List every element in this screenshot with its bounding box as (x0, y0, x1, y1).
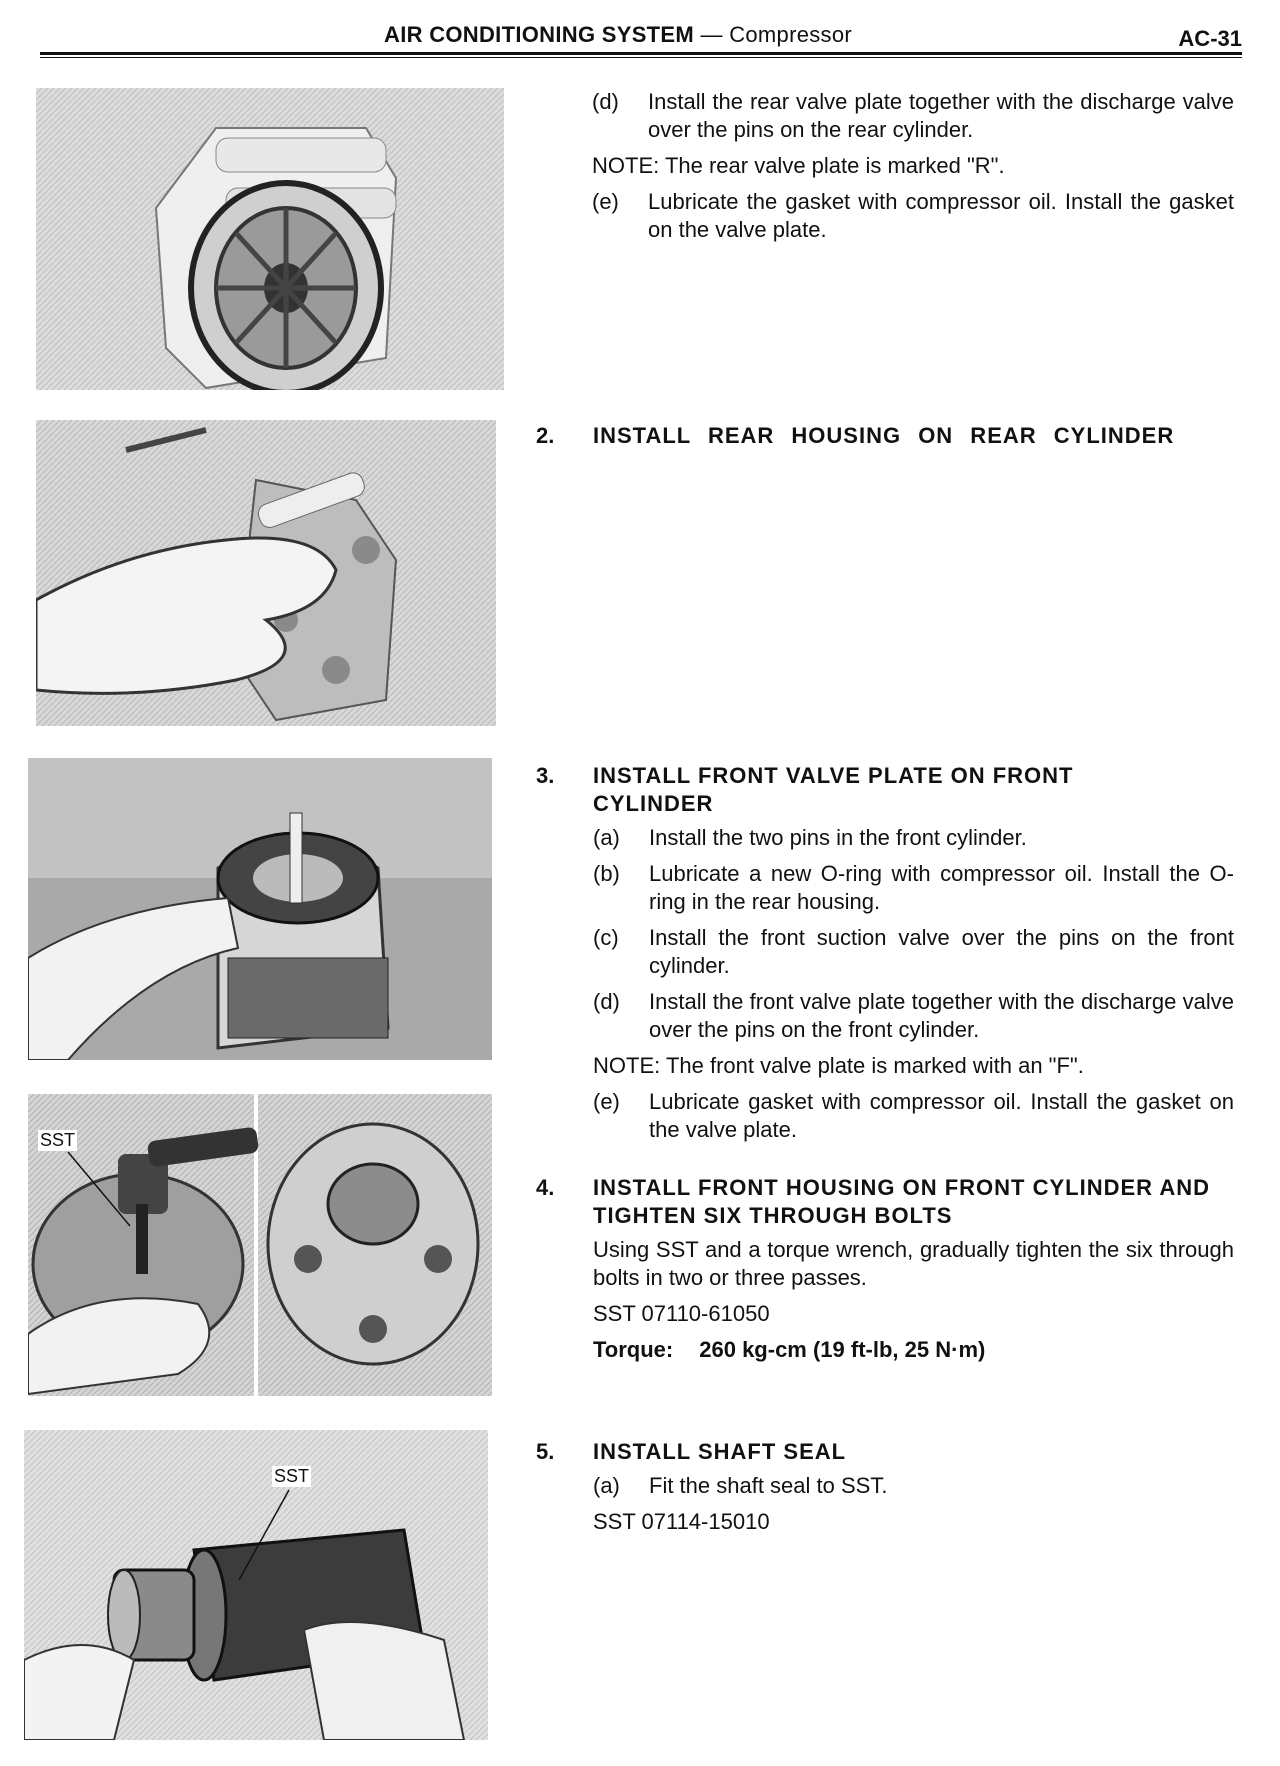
photo-rear-valve-plate (36, 88, 504, 390)
item-label: (b) (593, 861, 620, 886)
item-label: (d) (592, 89, 619, 114)
step-content (593, 1236, 1234, 1364)
header-rule (40, 52, 1242, 55)
page-header (40, 18, 1242, 58)
list-item (592, 88, 1234, 144)
torque-spec (593, 1336, 1234, 1364)
step-4 (536, 1174, 1234, 1372)
sst-leader-line-2 (24, 1430, 488, 1740)
step-2 (536, 422, 1234, 450)
step-5 (536, 1438, 1234, 1544)
rear-valve-instructions (592, 88, 1234, 252)
step-title: INSTALL FRONT HOUSING ON FRONT CYLINDER AND TIGHTEN SIX THROUGH BOLTS (593, 1175, 1211, 1228)
title-dash: — (700, 22, 723, 47)
note-front-valve: NOTE: The front valve plate is marked with an "F". (593, 1053, 1084, 1078)
step-content (593, 824, 1234, 1144)
step-number: 5. (536, 1439, 555, 1464)
step-title: INSTALL SHAFT SEAL (593, 1439, 847, 1464)
list-item (593, 988, 1234, 1044)
item-text: Install the two pins in the front cylinder. (649, 825, 1027, 850)
sst-leader-line-1 (28, 1094, 492, 1396)
header-rule-thin (40, 57, 1242, 58)
list-item (593, 924, 1234, 980)
step-3 (536, 762, 1234, 1152)
item-label: (e) (593, 1089, 620, 1114)
list-item (593, 1472, 1234, 1500)
list-item (593, 1088, 1234, 1144)
section-title: AIR CONDITIONING SYSTEM (384, 22, 695, 47)
item-text: Fit the shaft seal to SST. (649, 1473, 888, 1498)
item-label: (a) (593, 825, 620, 850)
sst-callout-1: SST (40, 1130, 76, 1150)
list-item (592, 188, 1234, 244)
item-label: (c) (593, 925, 619, 950)
item-text: Lubricate gasket with compressor oil. Install the gasket on the valve plate. (649, 1089, 1234, 1142)
photo-rear-housing (36, 420, 496, 726)
sst-callout-2: SST (274, 1466, 310, 1486)
photo-front-valve-plate (28, 758, 492, 1060)
item-text: Install the front valve plate together with the discharge valve over the pins on the front cylinder. (649, 989, 1234, 1042)
item-label: (a) (593, 1473, 620, 1498)
step-number: 2. (536, 423, 555, 448)
list-item (593, 824, 1234, 852)
sst-part-number: SST 07114-15010 (593, 1509, 770, 1534)
step-number: 3. (536, 763, 555, 788)
list-item (593, 860, 1234, 916)
page-number: AC-31 (1178, 26, 1242, 51)
item-text: Install the rear valve plate together with the discharge valve over the pins on the rear cylinder. (648, 89, 1234, 142)
item-text: Lubricate the gasket with compressor oil. Install the gasket on the valve plate. (648, 189, 1234, 242)
note-rear-valve: NOTE: The rear valve plate is marked "R". (592, 153, 1005, 178)
step-content (593, 1472, 1234, 1536)
item-text: Install the front suction valve over the pins on the front cylinder. (649, 925, 1234, 978)
torque-value: 260 kg-cm (19 ft-lb, 25 N·m) (699, 1337, 986, 1362)
torque-label: Torque: (593, 1337, 674, 1362)
item-label: (d) (593, 989, 620, 1014)
step-number: 4. (536, 1175, 555, 1200)
step-description: Using SST and a torque wrench, gradually tighten the six through bolts in two or three passes. (593, 1237, 1234, 1290)
step-title: INSTALL REAR HOUSING ON REAR CYLINDER (593, 423, 1175, 448)
step-title: INSTALL FRONT VALVE PLATE ON FRONT CYLINDER (593, 763, 1074, 816)
photo-front-housing-bolts (28, 1094, 492, 1396)
header-title (384, 22, 852, 48)
sst-part-number: SST 07110-61050 (593, 1301, 770, 1326)
subsection-title: Compressor (729, 22, 852, 47)
item-text: Lubricate a new O-ring with compressor oil. Install the O-ring in the rear housing. (649, 861, 1234, 914)
photo-shaft-seal (24, 1430, 488, 1740)
item-label: (e) (592, 189, 619, 214)
